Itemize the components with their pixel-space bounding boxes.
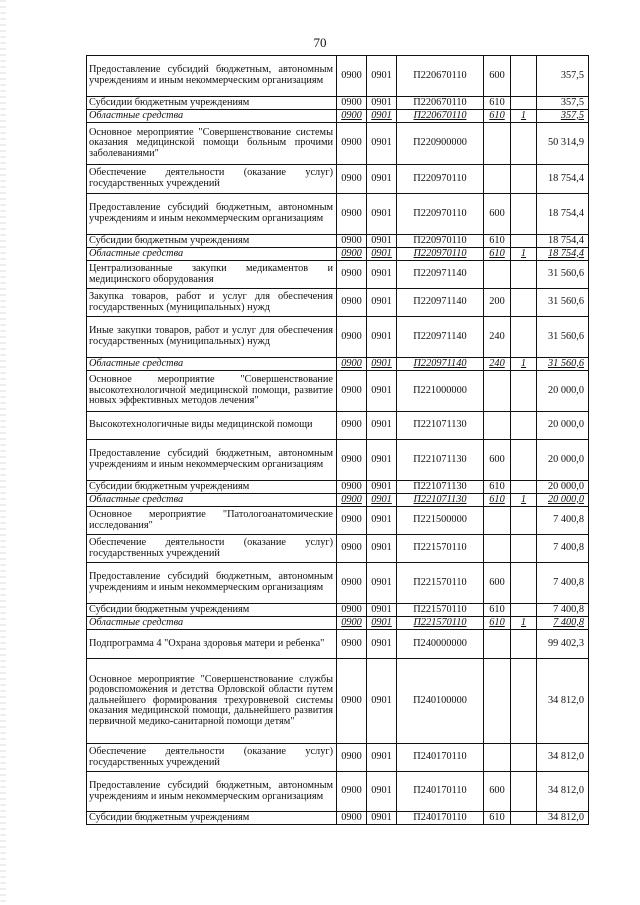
row-sum-cell: 31 560,6 (537, 317, 589, 358)
row-vr-cell (484, 535, 511, 563)
table-row (87, 165, 589, 194)
row-csr-cell: П220971140 (397, 261, 484, 289)
row-podrazdel-cell: 0901 (367, 56, 397, 97)
row-csr-cell: П220670110 (397, 97, 484, 110)
row-name-cell: Субсидии бюджетным учреждениям (87, 235, 337, 248)
row-ist-cell (511, 440, 537, 481)
table-row (87, 563, 589, 604)
row-sum-cell: 34 812,0 (537, 744, 589, 772)
row-podrazdel-cell: 0901 (367, 97, 397, 110)
row-vr-cell: 610 (484, 235, 511, 248)
row-sum-cell: 357,5 (537, 110, 589, 123)
row-razdel-cell: 0900 (337, 123, 367, 165)
row-razdel-cell: 0900 (337, 744, 367, 772)
row-ist-cell (511, 165, 537, 194)
row-podrazdel-cell: 0901 (367, 194, 397, 235)
row-razdel-cell: 0900 (337, 440, 367, 481)
row-vr-cell: 600 (484, 563, 511, 604)
row-ist-cell: 1 (511, 617, 537, 630)
row-podrazdel-cell: 0901 (367, 630, 397, 659)
row-ist-cell: 1 (511, 494, 537, 507)
row-name-cell: Областные средства (87, 358, 337, 371)
row-razdel-cell: 0900 (337, 494, 367, 507)
row-sum-cell: 20 000,0 (537, 481, 589, 494)
row-vr-cell (484, 507, 511, 535)
row-podrazdel-cell: 0901 (367, 235, 397, 248)
row-razdel-cell: 0900 (337, 97, 367, 110)
table-row (87, 630, 589, 659)
row-csr-cell: П240170110 (397, 772, 484, 812)
row-name-cell: Предоставление субсидий бюджетным, автономным учреждениям и иным некоммерческим организациям (87, 56, 337, 97)
row-razdel-cell: 0900 (337, 371, 367, 412)
row-podrazdel-cell: 0901 (367, 617, 397, 630)
row-sum-cell: 357,5 (537, 56, 589, 97)
table-row-oblast (87, 358, 589, 371)
table-row (87, 440, 589, 481)
row-csr-cell: П221071130 (397, 481, 484, 494)
row-razdel-cell: 0900 (337, 535, 367, 563)
row-podrazdel-cell: 0901 (367, 371, 397, 412)
table-row (87, 97, 589, 110)
row-name-cell: Основное мероприятие "Совершенствование системы оказания медицинской помощи больным прочими заболеваниями" (87, 123, 337, 165)
row-csr-cell: П220970110 (397, 194, 484, 235)
row-sum-cell: 18 754,4 (537, 235, 589, 248)
row-ist-cell (511, 56, 537, 97)
row-vr-cell: 240 (484, 358, 511, 371)
table-row-oblast (87, 248, 589, 261)
row-razdel-cell: 0900 (337, 261, 367, 289)
table-row-oblast (87, 617, 589, 630)
row-sum-cell: 357,5 (537, 97, 589, 110)
row-csr-cell: П220970110 (397, 165, 484, 194)
row-sum-cell: 34 812,0 (537, 812, 589, 825)
table-row (87, 123, 589, 165)
row-razdel-cell: 0900 (337, 289, 367, 317)
row-podrazdel-cell: 0901 (367, 772, 397, 812)
row-sum-cell: 20 000,0 (537, 412, 589, 440)
row-razdel-cell: 0900 (337, 194, 367, 235)
row-sum-cell: 7 400,8 (537, 535, 589, 563)
row-csr-cell: П221071130 (397, 440, 484, 481)
row-csr-cell: П220970110 (397, 248, 484, 261)
table-row-oblast (87, 110, 589, 123)
row-name-cell: Предоставление субсидий бюджетным, автономным учреждениям и иным некоммерческим организациям (87, 772, 337, 812)
row-sum-cell: 7 400,8 (537, 507, 589, 535)
row-sum-cell: 50 314,9 (537, 123, 589, 165)
row-csr-cell: П221570110 (397, 535, 484, 563)
table-row (87, 604, 589, 617)
row-csr-cell: П220670110 (397, 56, 484, 97)
table-row-oblast (87, 494, 589, 507)
row-ist-cell (511, 535, 537, 563)
row-csr-cell: П240000000 (397, 630, 484, 659)
row-razdel-cell: 0900 (337, 248, 367, 261)
row-razdel-cell: 0900 (337, 412, 367, 440)
row-name-cell: Высокотехнологичные виды медицинской помощи (87, 412, 337, 440)
row-vr-cell: 600 (484, 194, 511, 235)
row-podrazdel-cell: 0901 (367, 812, 397, 825)
row-ist-cell (511, 235, 537, 248)
row-name-cell: Обеспечение деятельности (оказание услуг) государственных учреждений (87, 535, 337, 563)
row-sum-cell: 31 560,6 (537, 261, 589, 289)
row-ist-cell: 1 (511, 358, 537, 371)
budget-table-body (87, 56, 589, 825)
row-sum-cell: 31 560,6 (537, 289, 589, 317)
page-number: 70 (313, 35, 327, 50)
row-csr-cell: П220971140 (397, 289, 484, 317)
row-podrazdel-cell: 0901 (367, 659, 397, 744)
row-ist-cell (511, 317, 537, 358)
row-razdel-cell: 0900 (337, 659, 367, 744)
row-vr-cell (484, 165, 511, 194)
row-razdel-cell: 0900 (337, 358, 367, 371)
row-csr-cell: П220971140 (397, 317, 484, 358)
row-razdel-cell: 0900 (337, 235, 367, 248)
row-name-cell: Предоставление субсидий бюджетным, автономным учреждениям и иным некоммерческим организациям (87, 194, 337, 235)
row-vr-cell (484, 261, 511, 289)
row-sum-cell: 7 400,8 (537, 563, 589, 604)
row-sum-cell: 20 000,0 (537, 371, 589, 412)
row-podrazdel-cell: 0901 (367, 494, 397, 507)
row-ist-cell (511, 261, 537, 289)
row-name-cell: Областные средства (87, 110, 337, 123)
row-podrazdel-cell: 0901 (367, 248, 397, 261)
row-sum-cell: 7 400,8 (537, 604, 589, 617)
row-vr-cell: 610 (484, 97, 511, 110)
row-vr-cell (484, 123, 511, 165)
row-name-cell: Подпрограмма 4 "Охрана здоровья матери и ребенка" (87, 630, 337, 659)
row-ist-cell (511, 812, 537, 825)
table-row (87, 235, 589, 248)
row-sum-cell: 18 754,4 (537, 248, 589, 261)
row-name-cell: Иные закупки товаров, работ и услуг для обеспечения государственных (муниципальных) нужд (87, 317, 337, 358)
row-csr-cell: П221570110 (397, 604, 484, 617)
row-vr-cell (484, 412, 511, 440)
row-podrazdel-cell: 0901 (367, 289, 397, 317)
row-razdel-cell: 0900 (337, 617, 367, 630)
row-razdel-cell: 0900 (337, 56, 367, 97)
row-vr-cell: 610 (484, 604, 511, 617)
table-row (87, 659, 589, 744)
row-podrazdel-cell: 0901 (367, 744, 397, 772)
row-razdel-cell: 0900 (337, 630, 367, 659)
row-vr-cell: 600 (484, 56, 511, 97)
row-razdel-cell: 0900 (337, 772, 367, 812)
row-sum-cell: 31 560,6 (537, 358, 589, 371)
row-podrazdel-cell: 0901 (367, 412, 397, 440)
row-vr-cell (484, 371, 511, 412)
row-razdel-cell: 0900 (337, 563, 367, 604)
row-ist-cell (511, 604, 537, 617)
row-vr-cell: 240 (484, 317, 511, 358)
table-row (87, 371, 589, 412)
row-podrazdel-cell: 0901 (367, 165, 397, 194)
row-name-cell: Областные средства (87, 248, 337, 261)
row-podrazdel-cell: 0901 (367, 261, 397, 289)
row-podrazdel-cell: 0901 (367, 440, 397, 481)
row-name-cell: Обеспечение деятельности (оказание услуг) государственных учреждений (87, 744, 337, 772)
row-razdel-cell: 0900 (337, 481, 367, 494)
row-csr-cell: П220970110 (397, 235, 484, 248)
row-ist-cell (511, 772, 537, 812)
row-sum-cell: 99 402,3 (537, 630, 589, 659)
table-row (87, 317, 589, 358)
row-name-cell: Субсидии бюджетным учреждениям (87, 604, 337, 617)
row-csr-cell: П221570110 (397, 563, 484, 604)
row-csr-cell: П220900000 (397, 123, 484, 165)
row-name-cell: Обеспечение деятельности (оказание услуг) государственных учреждений (87, 165, 337, 194)
row-razdel-cell: 0900 (337, 110, 367, 123)
row-ist-cell (511, 123, 537, 165)
row-csr-cell: П221000000 (397, 371, 484, 412)
row-csr-cell: П220670110 (397, 110, 484, 123)
row-ist-cell (511, 412, 537, 440)
row-name-cell: Закупка товаров, работ и услуг для обеспечения государственных (муниципальных) нужд (87, 289, 337, 317)
row-ist-cell (511, 507, 537, 535)
row-sum-cell: 20 000,0 (537, 440, 589, 481)
table-row (87, 481, 589, 494)
row-vr-cell: 610 (484, 617, 511, 630)
row-podrazdel-cell: 0901 (367, 123, 397, 165)
row-podrazdel-cell: 0901 (367, 563, 397, 604)
row-razdel-cell: 0900 (337, 317, 367, 358)
table-row (87, 535, 589, 563)
row-sum-cell: 34 812,0 (537, 772, 589, 812)
row-podrazdel-cell: 0901 (367, 481, 397, 494)
row-podrazdel-cell: 0901 (367, 535, 397, 563)
row-ist-cell (511, 371, 537, 412)
row-name-cell: Основное мероприятие "Совершенствование службы родовспоможения и детства Орловской области путем дальнейшего формирования трехуровневой системы оказания медицинской помощи, дальнейшего развития первичной медико-санитарной помощи детям" (87, 659, 337, 744)
row-podrazdel-cell: 0901 (367, 507, 397, 535)
row-ist-cell (511, 194, 537, 235)
row-razdel-cell: 0900 (337, 604, 367, 617)
row-podrazdel-cell: 0901 (367, 317, 397, 358)
row-ist-cell (511, 289, 537, 317)
row-csr-cell: П221570110 (397, 617, 484, 630)
row-name-cell: Субсидии бюджетным учреждениям (87, 97, 337, 110)
row-name-cell: Субсидии бюджетным учреждениям (87, 481, 337, 494)
table-row (87, 289, 589, 317)
row-sum-cell: 18 754,4 (537, 165, 589, 194)
row-name-cell: Предоставление субсидий бюджетным, автономным учреждениям и иным некоммерческим организациям (87, 440, 337, 481)
row-sum-cell: 20 000,0 (537, 494, 589, 507)
row-name-cell: Областные средства (87, 494, 337, 507)
row-csr-cell: П221071130 (397, 494, 484, 507)
scan-edge-mark (0, 0, 6, 905)
row-podrazdel-cell: 0901 (367, 110, 397, 123)
table-row (87, 812, 589, 825)
row-vr-cell: 610 (484, 248, 511, 261)
row-name-cell: Централизованные закупки медикаментов и медицинского оборудования (87, 261, 337, 289)
row-sum-cell: 18 754,4 (537, 194, 589, 235)
row-name-cell: Областные средства (87, 617, 337, 630)
row-ist-cell (511, 630, 537, 659)
row-vr-cell (484, 744, 511, 772)
row-vr-cell: 600 (484, 440, 511, 481)
row-ist-cell (511, 659, 537, 744)
table-row (87, 772, 589, 812)
row-sum-cell: 34 812,0 (537, 659, 589, 744)
row-name-cell: Основное мероприятие "Патологоанатомические исследования" (87, 507, 337, 535)
row-ist-cell (511, 563, 537, 604)
row-razdel-cell: 0900 (337, 165, 367, 194)
row-ist-cell: 1 (511, 110, 537, 123)
table-row (87, 56, 589, 97)
row-sum-cell: 7 400,8 (537, 617, 589, 630)
row-vr-cell: 610 (484, 110, 511, 123)
row-name-cell: Субсидии бюджетным учреждениям (87, 812, 337, 825)
row-csr-cell: П240170110 (397, 744, 484, 772)
row-ist-cell (511, 97, 537, 110)
row-csr-cell: П220971140 (397, 358, 484, 371)
table-row (87, 507, 589, 535)
row-vr-cell: 600 (484, 772, 511, 812)
table-row (87, 412, 589, 440)
row-name-cell: Предоставление субсидий бюджетным, автономным учреждениям и иным некоммерческим организациям (87, 563, 337, 604)
budget-table (86, 55, 589, 825)
row-ist-cell (511, 481, 537, 494)
table-row (87, 744, 589, 772)
table-row (87, 261, 589, 289)
row-ist-cell: 1 (511, 248, 537, 261)
row-razdel-cell: 0900 (337, 812, 367, 825)
row-ist-cell (511, 744, 537, 772)
row-vr-cell: 610 (484, 812, 511, 825)
row-vr-cell (484, 659, 511, 744)
row-vr-cell: 200 (484, 289, 511, 317)
row-vr-cell (484, 630, 511, 659)
row-vr-cell: 610 (484, 481, 511, 494)
row-csr-cell: П240170110 (397, 812, 484, 825)
row-csr-cell: П240100000 (397, 659, 484, 744)
row-razdel-cell: 0900 (337, 507, 367, 535)
row-podrazdel-cell: 0901 (367, 358, 397, 371)
row-csr-cell: П221071130 (397, 412, 484, 440)
row-name-cell: Основное мероприятие "Совершенствование высокотехнологичной медицинской помощи, развитие новых эффективных методов лечения" (87, 371, 337, 412)
table-row (87, 194, 589, 235)
row-vr-cell: 610 (484, 494, 511, 507)
row-csr-cell: П221500000 (397, 507, 484, 535)
row-podrazdel-cell: 0901 (367, 604, 397, 617)
